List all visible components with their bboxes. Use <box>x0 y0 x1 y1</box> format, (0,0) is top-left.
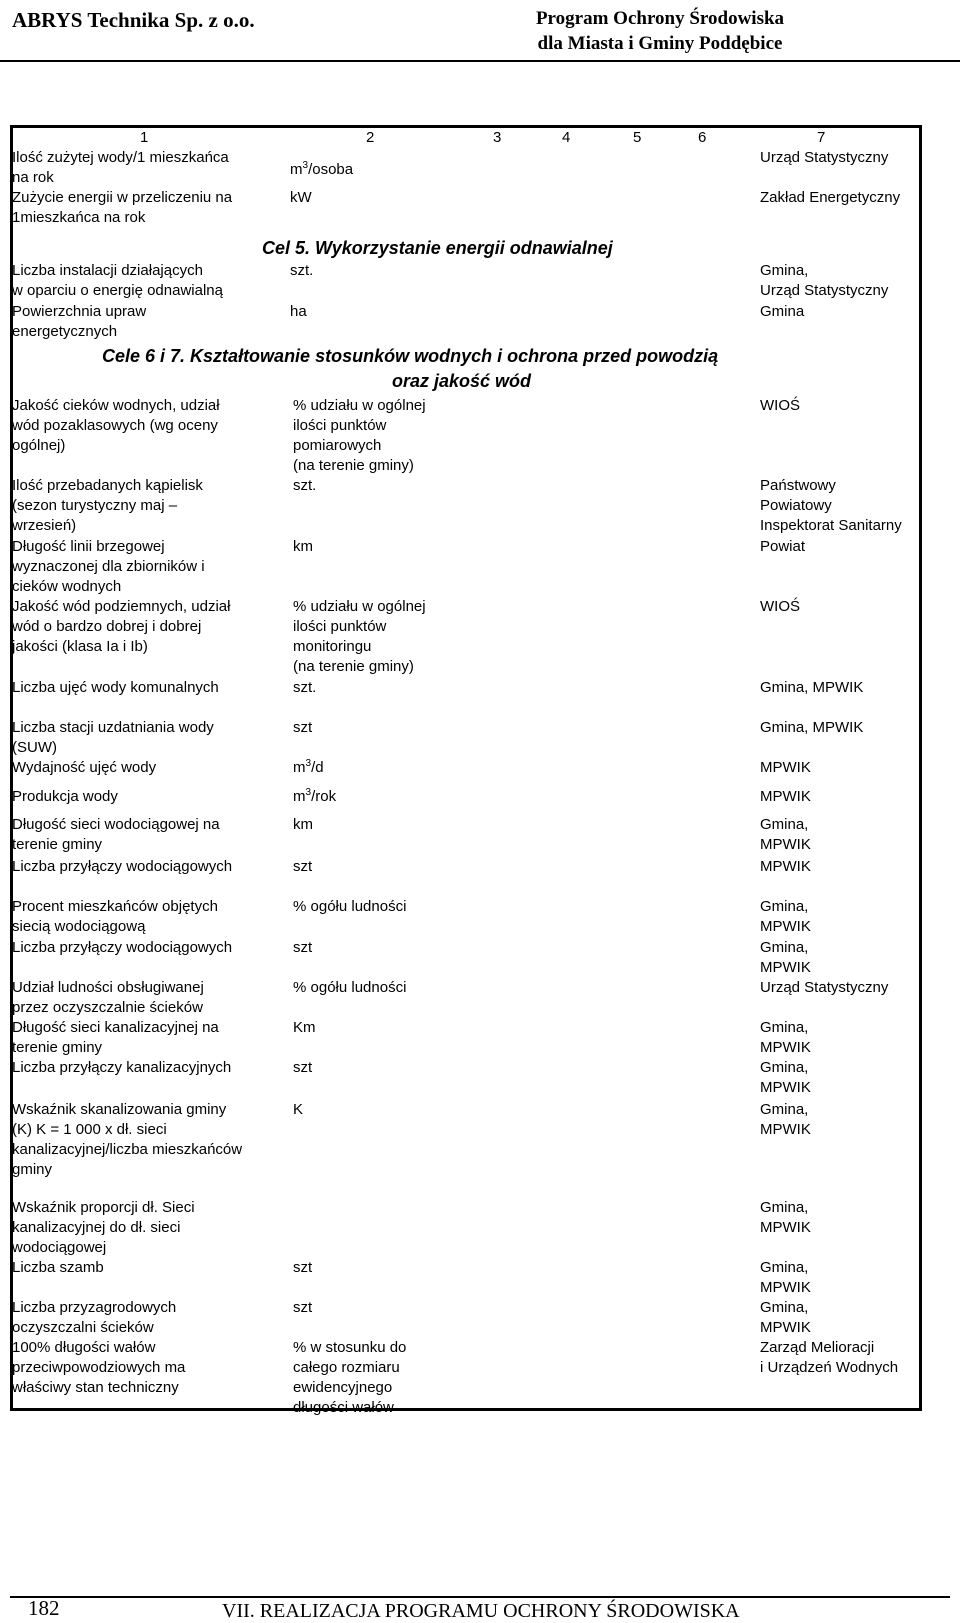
source-cell: Gmina, MPWIK <box>760 1101 811 1138</box>
source-cell: Gmina, MPWIK <box>760 1199 811 1236</box>
indicator-cell: Produkcja wody <box>12 788 118 805</box>
unit-cell: szt <box>293 1059 313 1076</box>
source-cell: Gmina, MPWIK <box>760 1259 811 1296</box>
unit-cell: szt <box>293 1299 313 1316</box>
unit-cell: ha <box>290 303 307 320</box>
unit-cell: % udziału w ogólnej ilości punktów monitoringu (na terenie gminy) <box>293 598 426 675</box>
program-title-line2: dla Miasta i Gminy Poddębice <box>537 33 783 54</box>
unit-cell: Km <box>293 1019 316 1036</box>
unit-cell: kW <box>290 189 312 206</box>
source-cell: MPWIK <box>760 788 811 805</box>
source-cell: Zakład Energetyczny <box>760 189 901 206</box>
unit-cell: K <box>293 1101 304 1118</box>
indicator-cell: 100% długości wałów przeciwpowodziowych ma właściwy stan techniczny <box>12 1339 186 1396</box>
unit-cell: $m^3$/osoba <box>290 160 354 178</box>
indicator-cell: Zużycie energii w przeliczeniu na 1mieszkańca na rok <box>12 189 233 226</box>
indicator-cell: Liczba szamb <box>12 1259 104 1276</box>
column-number: 4 <box>562 129 571 146</box>
indicator-cell: Długość linii brzegowej wyznaczonej dla zbiorników i cieków wodnych <box>12 538 205 595</box>
source-cell: Gmina, MPWIK <box>760 1019 811 1056</box>
unit-cell: szt <box>293 1259 313 1276</box>
indicator-cell: Liczba ujęć wody komunalnych <box>12 679 219 696</box>
source-cell: Urząd Statystyczny <box>760 979 889 996</box>
column-number: 5 <box>633 129 642 146</box>
indicator-cell: Ilość zużytej wody/1 mieszkańca na rok <box>12 149 229 186</box>
indicator-cell: Ilość przebadanych kąpielisk (sezon turystyczny maj – wrzesień) <box>12 477 203 534</box>
source-cell: MPWIK <box>760 858 811 875</box>
unit-cell: km <box>293 816 313 833</box>
indicator-cell: Powierzchnia upraw energetycznych <box>12 303 147 340</box>
source-cell: Zarząd Melioracji i Urządzeń Wodnych <box>760 1339 899 1376</box>
footer-divider <box>10 1596 950 1598</box>
indicator-cell: Liczba przyłączy kanalizacyjnych <box>12 1059 232 1076</box>
page-number: 182 <box>28 1596 60 1620</box>
column-number: 7 <box>817 129 826 146</box>
unit-cell: $m^3$/rok <box>293 787 337 805</box>
source-cell: Urząd Statystyczny <box>760 149 889 166</box>
source-cell: WIOŚ <box>760 397 800 414</box>
company-name: ABRYS Technika Sp. z o.o. <box>12 8 255 32</box>
source-cell: Państwowy Powiatowy Inspektorat Sanitarny <box>760 477 902 534</box>
source-cell: WIOŚ <box>760 598 800 615</box>
indicator-cell: Procent mieszkańców objętych siecią wodociągową <box>12 898 218 935</box>
source-cell: Gmina, MPWIK <box>760 1299 811 1336</box>
indicator-cell: Wydajność ujęć wody <box>12 759 157 776</box>
indicator-cell: Liczba instalacji działających w oparciu o energię odnawialną <box>12 262 223 299</box>
source-cell: MPWIK <box>760 759 811 776</box>
chapter-title: VII. REALIZACJA PROGRAMU OCHRONY ŚRODOWISKA <box>222 1600 740 1622</box>
unit-cell: km <box>293 538 313 555</box>
unit-cell: % ogółu ludności <box>293 979 407 996</box>
unit-cell: szt. <box>290 262 314 279</box>
indicator-cell: Liczba przyłączy wodociągowych <box>12 939 233 956</box>
unit-cell: szt. <box>293 477 317 494</box>
program-title <box>440 6 880 56</box>
indicator-cell: Jakość wód podziemnych, udział wód o bardzo dobrej i dobrej jakości (klasa Ia i Ib) <box>12 598 231 655</box>
indicator-cell: Liczba przyzagrodowych oczyszczalni ścieków <box>12 1299 177 1336</box>
unit-cell: $m^3/d$ <box>293 758 324 776</box>
unit-cell: szt <box>293 719 313 736</box>
column-number: 3 <box>493 129 502 146</box>
section-heading-cel67: Cele 6 i 7. Kształtowanie stosunków wodnych i ochrona przed powodzią <box>102 346 719 366</box>
indicator-cell: Wskaźnik skanalizowania gminy (K) K = 1 000 x dł. sieci kanalizacyjnej/liczba mieszkańców gminy <box>12 1101 243 1178</box>
source-cell: Gmina, MPWIK <box>760 679 864 696</box>
source-cell: Gmina, MPWIK <box>760 1059 811 1096</box>
section-heading-cel5: Cel 5. Wykorzystanie energii odnawialnej <box>262 238 613 258</box>
source-cell: Gmina, MPWIK <box>760 816 811 853</box>
program-title-line1: Program Ochrony Środowiska <box>535 8 785 29</box>
indicator-cell: Wskaźnik proporcji dł. Sieci kanalizacyjnej do dł. sieci wodociągowej <box>12 1199 195 1256</box>
section-heading-cel67-line2: oraz jakość wód <box>392 371 532 391</box>
source-cell: Gmina, Urząd Statystyczny <box>760 262 889 299</box>
source-cell: Gmina <box>760 303 805 320</box>
column-number: 6 <box>698 129 707 146</box>
column-number: 2 <box>366 129 375 146</box>
column-number: 1 <box>140 129 149 146</box>
indicator-cell: Długość sieci wodociągowej na terenie gminy <box>12 816 220 853</box>
unit-cell: szt. <box>293 679 317 696</box>
unit-cell: % w stosunku do całego rozmiaru ewidencyjnego długości wałów <box>293 1339 407 1416</box>
header-divider <box>0 60 960 62</box>
indicator-cell: Długość sieci kanalizacyjnej na terenie gminy <box>12 1019 219 1056</box>
indicator-cell: Udział ludności obsługiwanej przez oczyszczalnie ścieków <box>12 979 204 1016</box>
source-cell: Gmina, MPWIK <box>760 939 811 976</box>
unit-cell: % udziału w ogólnej ilości punktów pomiarowych (na terenie gminy) <box>293 397 426 474</box>
indicator-cell: Liczba stacji uzdatniania wody (SUW) <box>12 719 214 756</box>
indicator-cell: Jakość cieków wodnych, udział wód pozaklasowych (wg oceny ogólnej) <box>12 397 220 454</box>
unit-cell: % ogółu ludności <box>293 898 407 915</box>
indicator-cell: Liczba przyłączy wodociągowych <box>12 858 233 875</box>
unit-cell: szt <box>293 858 313 875</box>
source-cell: Gmina, MPWIK <box>760 719 864 736</box>
source-cell: Gmina, MPWIK <box>760 898 811 935</box>
source-cell: Powiat <box>760 538 806 555</box>
unit-cell: szt <box>293 939 313 956</box>
